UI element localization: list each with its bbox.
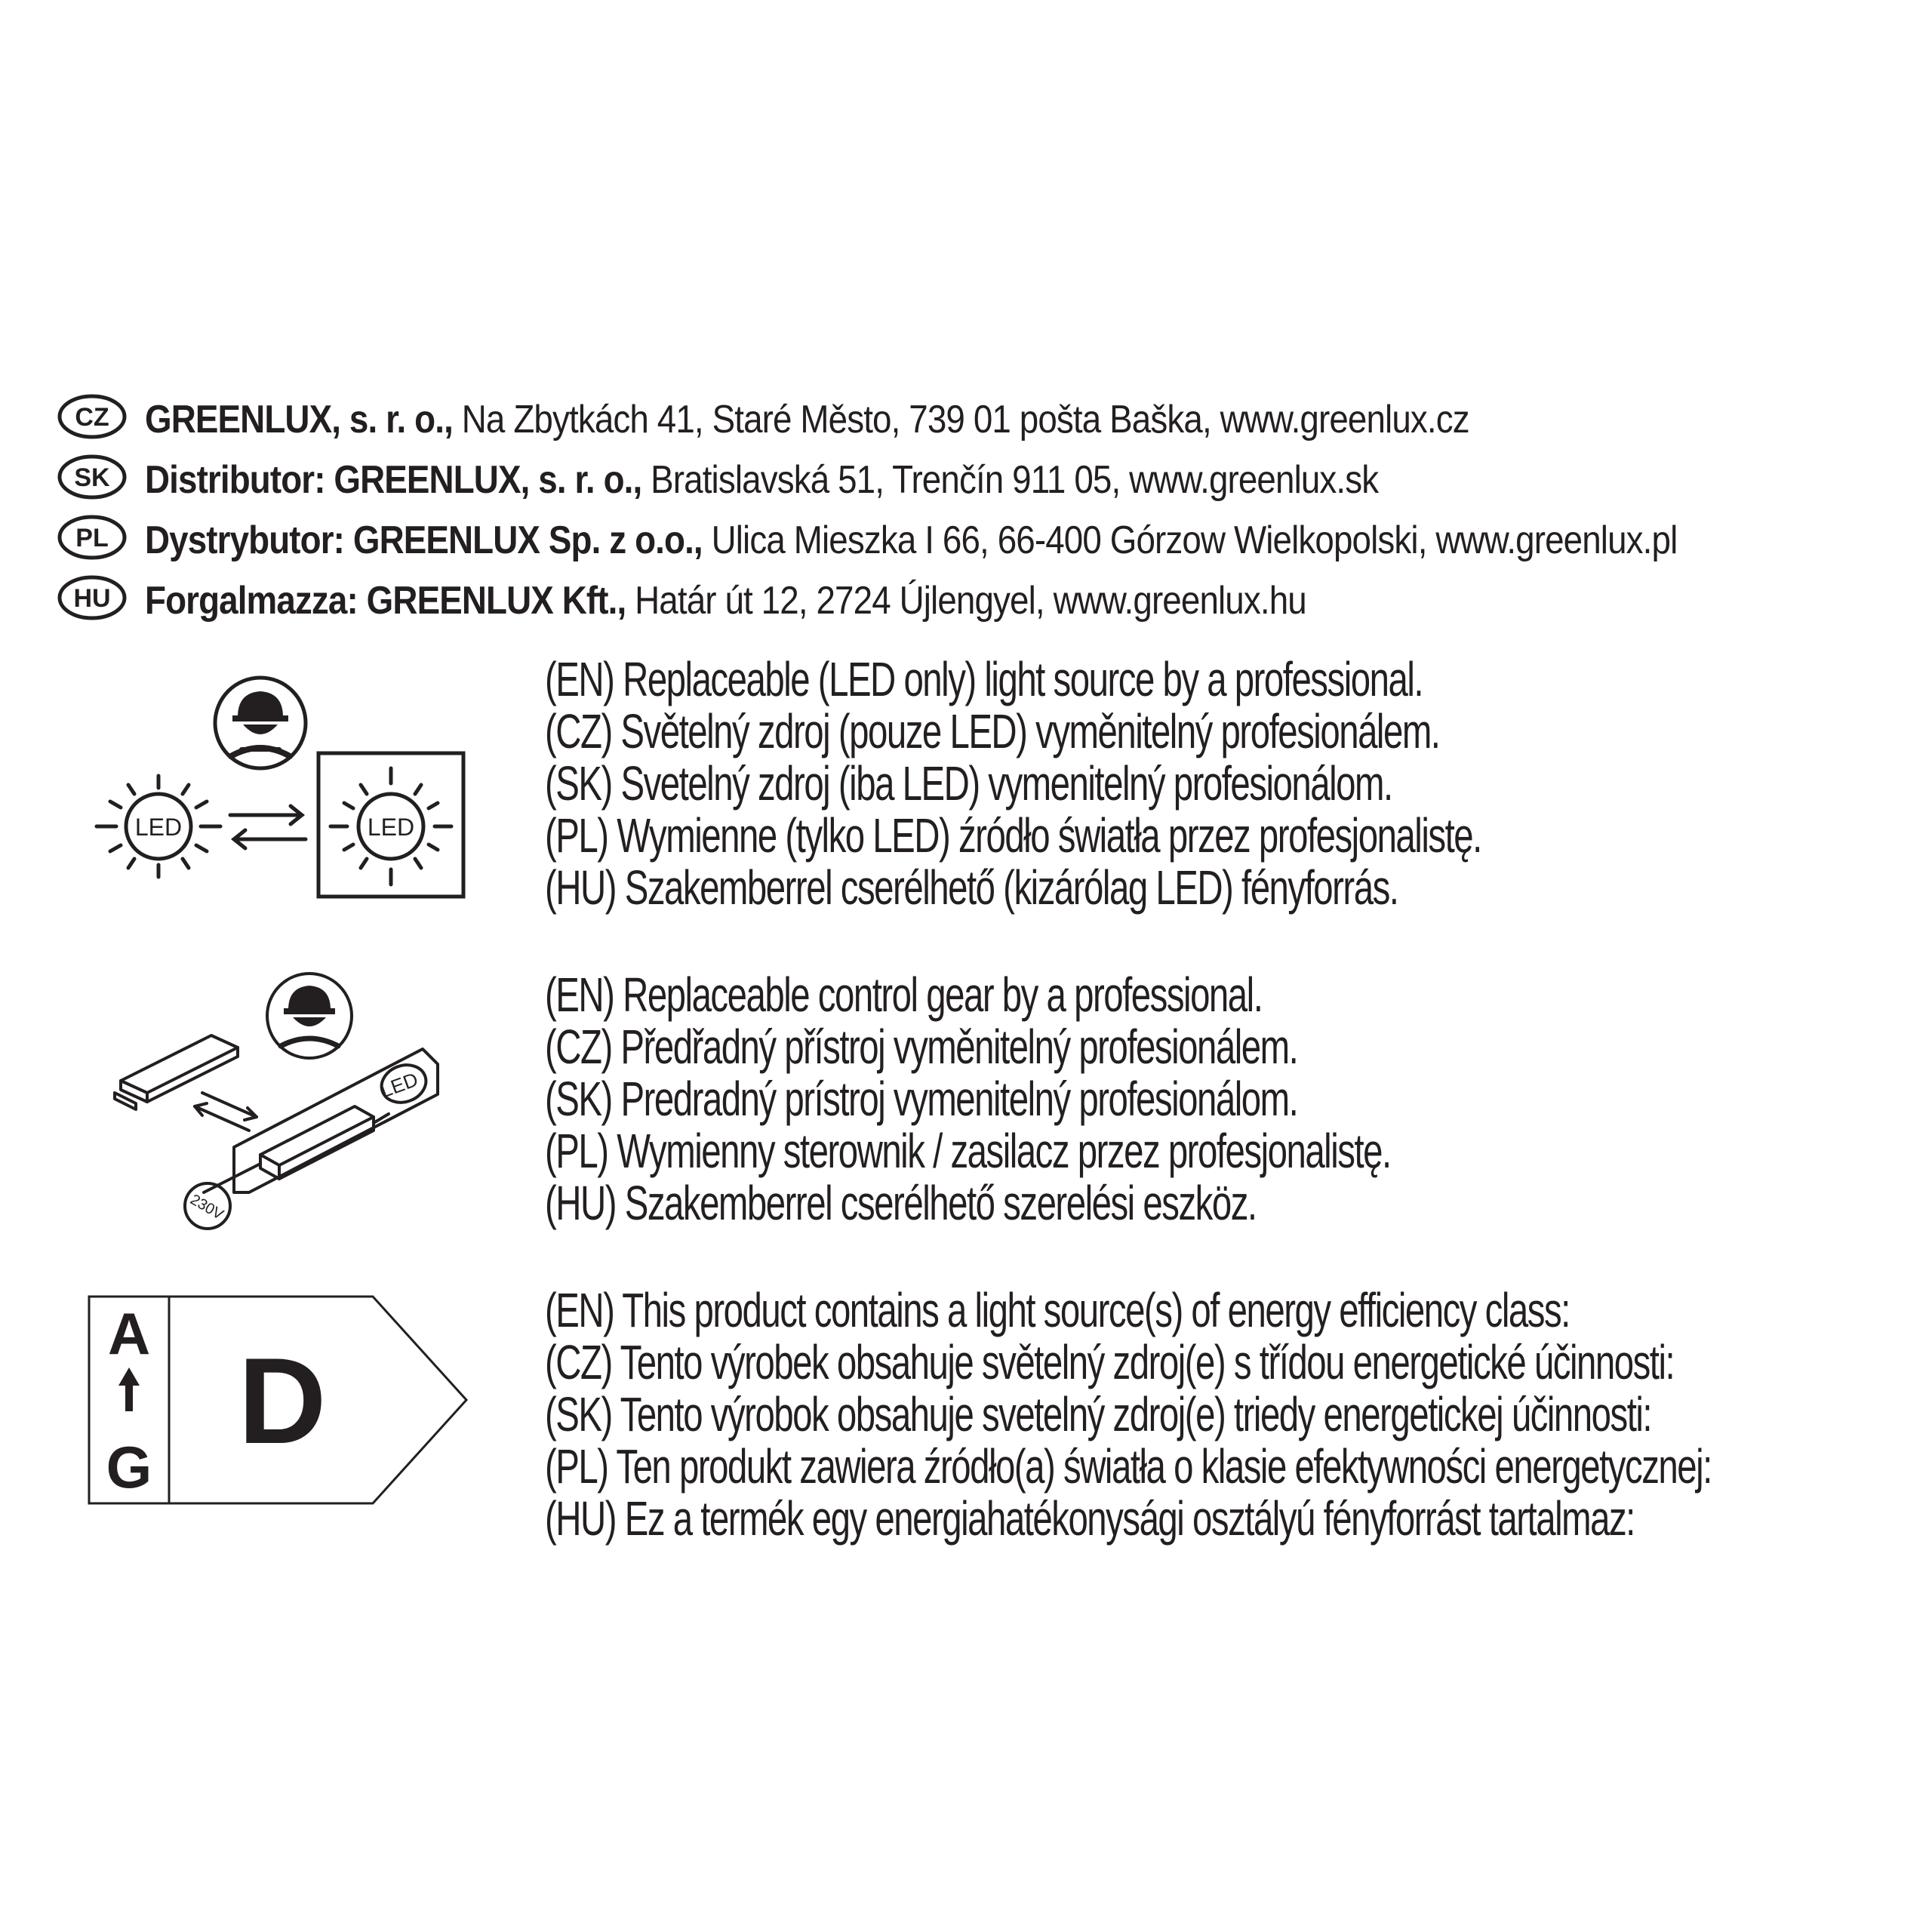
energy-scale-bottom: G [106,1434,152,1500]
address-hu [57,571,1921,631]
text-line-hu: (HU) Szakemberrel cserélhető (kizárólag LED) fényforrás. [545,860,1398,915]
text-line-en: (EN) Replaceable control gear by a professional. [545,968,1263,1022]
text-line-cz: (CZ) Předřadný přístroj vyměnitelný profesionálem. [545,1020,1298,1074]
energy-class-label-icon [88,1295,469,1506]
company-address: Na Zbytkách 41, Staré Město, 739 01 pošta Baška, www.greenlux.cz [452,398,1469,441]
company-name: GREENLUX, s. r. o., [145,398,453,441]
address-line [145,454,1378,506]
address-pl [57,510,1921,571]
address-line [145,394,1469,445]
text-line-sk: (SK) Predradný prístroj vymenitelný profesionálom. [545,1072,1298,1126]
text-line-cz: (CZ) Tento výrobek obsahuje světelný zdroj(e) s třídou energetické účinnosti: [545,1335,1675,1389]
text-line-pl: (PL) Ten produkt zawiera źródło(a) światła o klasie efektywności energetycznej: [545,1439,1712,1494]
company-name: Distributor: GREENLUX, s. r. o., [145,458,642,502]
text-line-cz: (CZ) Světelný zdroj (pouze LED) vyměnitelný profesionálem. [545,704,1440,758]
light-source-text [545,654,1918,914]
control-gear-text [545,969,1918,1229]
voltage-label: 230V [187,1191,226,1223]
company-address: Határ út 12, 2724 Újlengyel, www.greenlux.hu [626,579,1306,623]
country-code: PL [75,524,109,552]
worker-helmet-icon [231,691,290,756]
led-label: LED [134,814,183,841]
country-code: CZ [75,403,109,432]
text-line-sk: (SK) Tento výrobok obsahuje svetelný zdroj(e) triedy energetickej účinnosti: [545,1387,1652,1441]
country-badge-hu [57,575,127,620]
country-badge-sk [57,454,127,500]
company-address: Bratislavská 51, Trenčín 911 05, www.greenlux.sk [641,458,1379,502]
worker-helmet-icon [281,986,338,1046]
address-cz [57,389,1921,450]
country-code: SK [74,463,110,492]
energy-scale-top: A [107,1300,151,1367]
address-sk [57,450,1921,510]
address-line [145,515,1677,566]
country-badge-cz [57,394,127,439]
text-line-en: (EN) This product contains a light source(s) of energy efficiency class: [545,1283,1570,1337]
energy-class-letter: D [238,1333,327,1469]
text-line-hu: (HU) Ez a termék egy energiahatékonysági osztályú fényforrást tartalmaz: [545,1491,1635,1546]
text-line-pl: (PL) Wymienne (tylko LED) źródło światła przez profesjonalistę. [545,808,1481,863]
country-code: HU [73,584,111,613]
company-name: Forgalmazza: GREENLUX Kft., [145,579,626,623]
text-line-sk: (SK) Svetelný zdroj (iba LED) vymenitelný profesionálom. [545,756,1392,811]
text-line-pl: (PL) Wymienny sterownik / zasilacz przez profesjonalistę. [545,1124,1391,1178]
address-line [145,575,1306,626]
led-label: LED [377,1067,421,1103]
energy-scale-arrow-icon [118,1367,140,1411]
company-name: Dystrybutor: GREENLUX Sp. z o.o., [145,518,703,562]
text-line-hu: (HU) Szakemberrel cserélhető szerelési eszköz. [545,1176,1257,1230]
country-badge-pl [57,515,127,560]
energy-class-text [545,1284,1918,1545]
led-label: LED [367,814,415,841]
replaceable-led-light-source-icon [83,672,475,913]
text-line-en: (EN) Replaceable (LED only) light source by a professional. [545,652,1423,706]
replaceable-control-gear-icon [106,966,460,1253]
company-address: Ulica Mieszka I 66, 66-400 Górzow Wielkopolski, www.greenlux.pl [702,518,1678,562]
